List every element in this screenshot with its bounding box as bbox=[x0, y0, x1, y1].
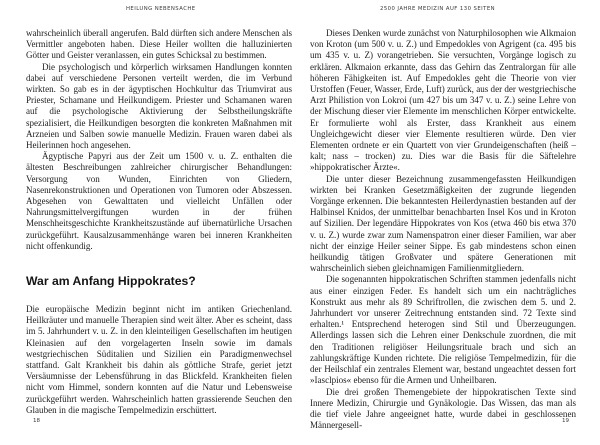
right-paragraph-2: Die unter dieser Bezeichnung zusammengefassten Heilkundigen wirkten bei Kranken Gesetzmäßigkeiten der zugrunde liegenden Vorgänge erkennen. Die bekanntesten Heilerdynastien bestanden auf der Halbinsel Knidos, der unmittelbar benachbarten Insel Kos und in Kroton auf Sizilien. Der legendäre Hippokrates von Kos (etwa 460 bis etwa 370 v. u. Z.) wurde zwar zum Namenspatron einer dieser Familien, war aber nicht der einzige Heiler seiner Sippe. Es gab mindestens schon einen heilkundig tätigen Großvater und spätere Generationen mit wahrscheinlich sieben gleichnamigen Familienmitgliedern. bbox=[310, 173, 576, 274]
right-page-number: 19 bbox=[562, 418, 569, 424]
left-page-number: 18 bbox=[33, 418, 40, 424]
left-body-text bbox=[26, 28, 292, 416]
right-running-head: 2500 JAHRE MEDIZIN AUF 130 SEITEN bbox=[380, 6, 496, 12]
right-paragraph-1: Dieses Denken wurde zunächst von Naturphilosophen wie Alkmaion von Kroton (um 500 v. u. Z.) und Empedokles von Agrigent (ca. 495 bis um 435 v. u. Z) vorangetrieben. Sie versuchten, Vorgänge logisch zu erklären. Alkmaion erkannte, dass das Gehirn das Zentralorgan für alle höheren Fähigkeiten ist. Auf Empedokles geht die Theorie von vier Urstoffen (Feuer, Wasser, Erde, Luft) zurück, aus der der westgriechische Arzt Philistion von Lokroi (um 427 bis um 347 v. u. Z.) seine Lehre von der Mischung dieser vier Elemente im menschlichen Körper entwickelte. Er formulierte wohl als Erster, dass Krankheit aus einem Ungleichgewicht dieser vier Elemente resultieren würde. Den vier Elementen ordnete er ein Quartett von vier Grundeigenschaften (heiß – kalt; nass – trocken) zu. Dies war die Basis für die Säftelehre »hippokratischer Ärzte«. bbox=[310, 28, 576, 173]
right-paragraph-4: Die drei großen Themengebiete der hippokratischen Texte sind Innere Medizin, Chirurgie und Gynäkologie. Das Wissen, das man als die tief viele Jahre angeeignet hatte, wurde dabei in geschlossenen Männergesell- bbox=[310, 386, 576, 431]
left-running-head: HEILUNG NEBENSACHE bbox=[126, 6, 196, 12]
right-body-text bbox=[310, 28, 576, 431]
right-page bbox=[310, 0, 576, 445]
left-page bbox=[26, 0, 292, 445]
left-paragraph-2: Die psychologisch und körperlich wirksamen Handlungen konnten dabei auf verschiedene Personen verteilt werden, die im Verbund wirkten. So gab es in der ägyptischen Hochkultur das Triumvirat aus Priester, Schamane und Heilkundigem. Priester und Schamanen waren auf die psychologische Aktivierung der Selbstheilungskräfte spezialisiert, die Heilkundigen besorgten die konkreten Maßnahmen mit Arzneien und Salben sowie manuelle Medizin. Frauen waren dabei als Heilerinnen hoch angesehen. bbox=[26, 61, 292, 151]
left-paragraph-3: Ägyptische Papyri aus der Zeit um 1500 v. u. Z. enthalten die ältesten Beschreibungen zahlreicher chirurgischer Behandlungen: Versorgung von Wunden, Einrichten von Gliedern, Nasenrekonstruktionen und Operationen von Tumoren oder Abszessen. Abgesehen von Gewalttaten und vielleicht Unfällen oder Nahrungsmittelvergiftungen wurden in der frühen Menschheitsgeschichte Krankheitszustände auf übernatürliche Ursachen zurückgeführt. Kausalzusammenhänge waren bei inneren Krankheiten nicht offenkundig. bbox=[26, 151, 292, 251]
right-paragraph-3: Die sogenannten hippokratischen Schriften stammen jedenfalls nicht aus einer einzigen Feder. Es handelt sich um ein nachträgliches Konstrukt aus mehr als 89 Schriftrollen, die zwischen dem 5. und 2. Jahrhundert vor unserer Zeitrechnung entstanden sind. 72 Texte sind erhalten.¹ Entsprechend heterogen sind Stil und Überzeugungen. Allerdings lassen sich die Lehren einer Denkschule zuordnen, die mit den Traditionen religiöser Heilungsrituale brach und sich an zahlungskräftige Kunden richtete. Die religiöse Tempelmedizin, für die der Heilschlaf ein zentrales Element war, bestand ungeachtet dessen fort »Iasclpios« ebenso für die Armen und Unheilbaren. bbox=[310, 274, 576, 386]
section-heading: War am Anfang Hippokrates? bbox=[26, 274, 196, 289]
section-paragraph: Die europäische Medizin beginnt nicht im antiken Griechenland. Heilkräuter und manuelle Therapien sind weit älter. Aber es scheint, dass im 5. Jahrhundert v. u. Z. in den kleinteiligen Gesellschaften im heutigen Kleinasien auf den vorgelagerten Inseln sowie im damals westgriechischen Süditalien und Sizilien ein Paradigmenwechsel stattfand. Galt Krankheit bis dahin als göttliche Strafe, geriet jetzt Versäumnisse der Lebensführung in das Blickfeld. Krankheiten fielen nicht vom Himmel, sondern konnten auf die Natur und Lebensweise zurückgeführt werden. Wahrscheinlich hatten grassierende Seuchen den Glauben in die magische Tempelmedizin erschüttert. bbox=[26, 304, 292, 415]
left-paragraph-1: wahrscheinlich überall angerufen. Bald dürften sich andere Menschen als Vermittler angeboten haben. Diese Heiler wollten die halluzinierten Götter und Geister veranlassen, ein gutes Schicksal zu bestimmen. bbox=[26, 28, 292, 61]
